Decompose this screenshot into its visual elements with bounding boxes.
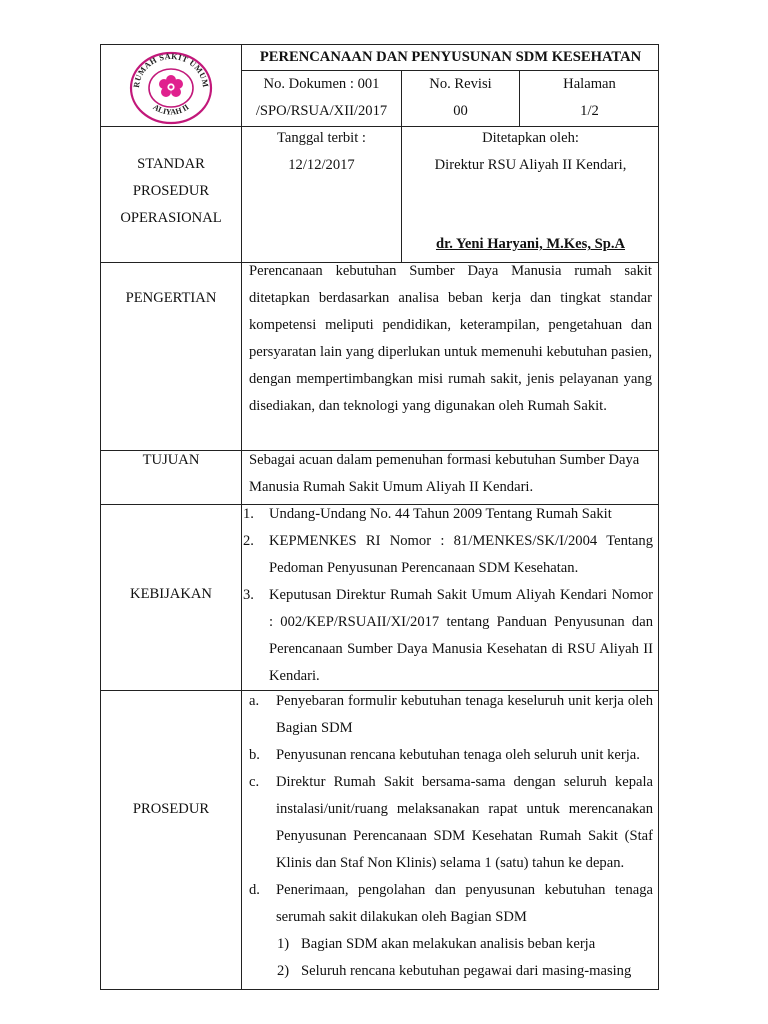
section-label-tujuan: TUJUAN: [142, 452, 200, 468]
list-item: [249, 877, 653, 931]
sub-list-item: [249, 931, 653, 958]
sop-label-line: PROSEDUR: [132, 183, 210, 199]
sub-list-item: [249, 958, 653, 985]
list-item-text: Seluruh rencana kebutuhan pegawai dari masing-masing: [301, 963, 632, 979]
sop-label-line: OPERASIONAL: [120, 210, 222, 226]
prosedur-list: [249, 688, 653, 985]
list-item-text: Keputusan Direktur Rumah Sakit Umum Aliyah Kendari Nomor : 002/KEP/RSUAII/XI/2017 tentang Panduan Penyusunan dan Perencanaan Sumber Daya Manusia Kesehatan di RSU Aliyah II Kendari.: [269, 587, 653, 684]
list-item: [243, 528, 653, 582]
set-by-label: Ditetapkan oleh:: [482, 130, 579, 146]
set-by-org: Direktur RSU Aliyah II Kendari,: [434, 157, 627, 173]
list-item: [243, 582, 653, 690]
divider: [241, 45, 242, 990]
logo-top-text: RUMAH SAKIT UMUM: [131, 51, 211, 89]
list-item-text: KEPMENKES RI Nomor : 81/MENKES/SK/I/2004 Tentang Pedoman Penyusunan Perencanaan SDM Kesehatan.: [269, 533, 653, 576]
page-value: 1/2: [580, 103, 599, 119]
list-marker: 1.: [243, 506, 254, 522]
document-title: PERENCANAAN DAN PENYUSUNAN SDM KESEHATAN: [259, 49, 642, 65]
svg-text:ALIYAH II: [151, 102, 190, 116]
list-marker: 2): [277, 963, 290, 979]
doc-number-cell: [242, 71, 401, 125]
list-marker: c.: [249, 774, 260, 790]
list-item-text: Undang-Undang No. 44 Tahun 2009 Tentang Rumah Sakit: [269, 506, 612, 522]
list-marker: 1): [277, 936, 290, 952]
list-item-text: Penyusunan rencana kebutuhan tenaga oleh seluruh unit kerja.: [276, 747, 640, 763]
issue-date-cell: [242, 125, 401, 179]
doc-number-label: No. Dokumen : 001: [263, 76, 380, 92]
list-item-text: Penyebaran formulir kebutuhan tenaga keseluruh unit kerja oleh Bagian SDM: [276, 693, 653, 736]
section-label-kebijakan: KEBIJAKAN: [130, 586, 212, 602]
list-item-text: Direktur Rumah Sakit bersama-sama dengan seluruh kepala instalasi/unit/ruang melaksanakan rapat untuk merencanakan Penyusunan Perencanaan SDM Kesehatan Rumah Sakit (Staf Klinis dan Staf Non Klinis) selama 1 (satu) tahun ke depan.: [276, 774, 653, 871]
logo-bottom-text: ALIYAH II: [151, 102, 191, 117]
sop-label-line: STANDAR: [137, 156, 205, 172]
sop-label: [101, 151, 241, 232]
list-item-text: Bagian SDM akan melakukan analisis beban kerja: [301, 936, 596, 952]
hospital-logo: [127, 51, 215, 125]
list-item: [249, 769, 653, 877]
list-item: [249, 688, 653, 742]
tujuan-text: Sebagai acuan dalam pemenuhan formasi kebutuhan Sumber Daya Manusia Rumah Sakit Umum Aliyah II Kendari.: [249, 452, 640, 495]
issue-date-value: 12/12/2017: [288, 157, 355, 173]
revision-cell: [402, 71, 519, 125]
list-marker: d.: [249, 882, 260, 898]
list-marker: 3.: [243, 587, 254, 603]
list-item-text: Penerimaan, pengolahan dan penyusunan kebutuhan tenaga serumah sakit dilakukan oleh Bagian SDM: [276, 882, 653, 925]
issue-date-label: Tanggal terbit :: [277, 130, 366, 146]
list-item: [243, 501, 653, 528]
set-by-cell: [402, 125, 659, 179]
list-marker: a.: [249, 693, 260, 709]
revision-label: No. Revisi: [429, 76, 492, 92]
list-item: [249, 742, 653, 769]
section-label-pengertian: PENGERTIAN: [125, 290, 217, 306]
list-marker: 2.: [243, 533, 254, 549]
signatory-name: dr. Yeni Haryani, M.Kes, Sp.A: [435, 236, 626, 252]
doc-number-value: /SPO/RSUA/XII/2017: [255, 103, 388, 119]
list-marker: b.: [249, 747, 260, 763]
section-label-prosedur: PROSEDUR: [132, 801, 210, 817]
page-label: Halaman: [563, 76, 616, 92]
pengertian-text: Perencanaan kebutuhan Sumber Daya Manusia rumah sakit ditetapkan berdasarkan analisa beban kerja dan tingkat standar kompetensi meliputi pendidikan, keterampilan, pengetahuan dan persyaratan lain yang diperlukan untuk memenuhi kebutuhan pasien, dengan mempertimbangkan misi rumah sakit, jenis pelayanan yang disediakan, dan teknologi yang digunakan oleh Rumah Sakit.: [249, 263, 652, 414]
page-cell: [520, 71, 659, 125]
sop-document: [100, 44, 659, 990]
revision-value: 00: [453, 103, 468, 119]
kebijakan-list: [243, 501, 653, 690]
